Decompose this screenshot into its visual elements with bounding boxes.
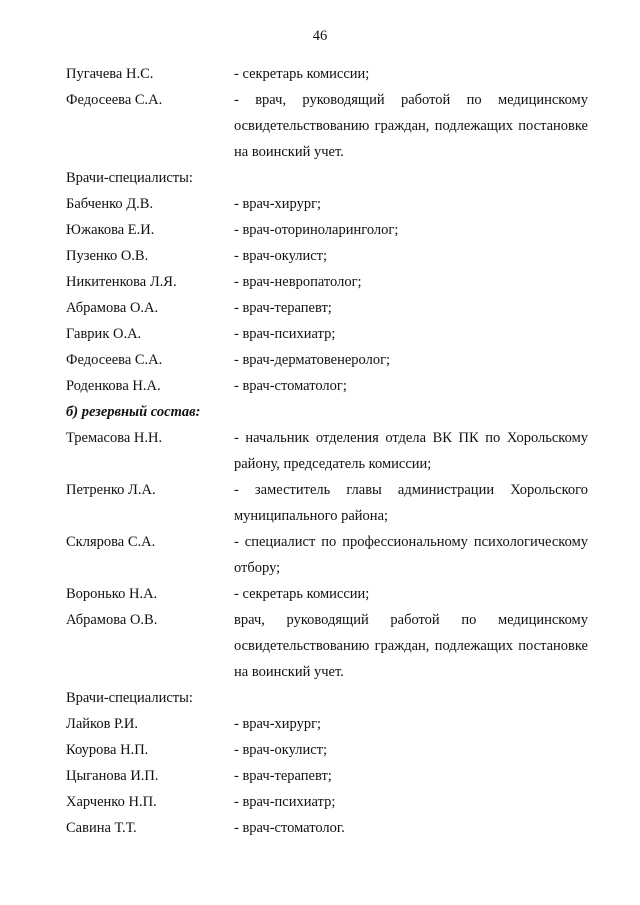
- person-name: Федосеева С.А.: [66, 92, 163, 108]
- person-role: - секретарь комиссии;: [234, 66, 370, 82]
- person-role: врач, руководящий работой по медицинскому освидетельствованию граждан, подлежащих постановке на воинский учет.: [234, 612, 588, 680]
- person-name: Абрамова О.А.: [66, 300, 159, 316]
- person-name: Воронько Н.А.: [66, 586, 158, 602]
- list-item: [66, 711, 588, 737]
- person-name: Петренко Л.А.: [66, 482, 156, 498]
- list-item: [66, 217, 588, 243]
- list-item: [66, 243, 588, 269]
- person-role: - врач-дерматовенеролог;: [234, 352, 391, 368]
- person-name: Южакова Е.И.: [66, 222, 155, 238]
- person-role: - врач-невропатолог;: [234, 274, 362, 290]
- person-name: Коурова Н.П.: [66, 742, 149, 758]
- person-name: Лайков Р.И.: [66, 716, 139, 732]
- list-item: [66, 607, 588, 685]
- section-heading: Врачи-специалисты:: [66, 690, 193, 706]
- person-name: Цыганова И.П.: [66, 768, 159, 784]
- person-role: - врач-хирург;: [234, 716, 322, 732]
- section-heading: Врачи-специалисты:: [66, 170, 193, 186]
- list-item: [66, 529, 588, 581]
- person-name: Роденкова Н.А.: [66, 378, 161, 394]
- list-item: [66, 815, 588, 841]
- commission-list: [66, 61, 588, 841]
- person-role: - врач-стоматолог;: [234, 378, 347, 394]
- person-role: - врач-стоматолог.: [234, 820, 345, 836]
- list-item: [66, 269, 588, 295]
- person-role: - начальник отделения отдела ВК ПК по Хорольскому району, председатель комиссии;: [234, 430, 588, 472]
- person-name: Бабченко Д.В.: [66, 196, 154, 212]
- list-item: [66, 321, 588, 347]
- person-name: Савина Т.Т.: [66, 820, 137, 836]
- person-name: Абрамова О.В.: [66, 612, 158, 628]
- person-name: Никитенкова Л.Я.: [66, 274, 177, 290]
- person-role: - врач-терапевт;: [234, 768, 332, 784]
- person-name: Федосеева С.А.: [66, 352, 163, 368]
- list-item: [66, 581, 588, 607]
- person-name: Пугачева Н.С.: [66, 66, 154, 82]
- page-number: 46: [312, 28, 328, 44]
- person-role: - врач-терапевт;: [234, 300, 332, 316]
- person-role: - заместитель главы администрации Хорольского муниципального района;: [234, 482, 588, 524]
- person-role: - врач-хирург;: [234, 196, 322, 212]
- person-name: Гаврик О.А.: [66, 326, 142, 342]
- person-role: - врач-психиатр;: [234, 794, 336, 810]
- list-item: [66, 477, 588, 529]
- list-item: [66, 295, 588, 321]
- list-item: [66, 763, 588, 789]
- list-item: [66, 425, 588, 477]
- list-item: [66, 87, 588, 165]
- person-role: - врач-оториноларинголог;: [234, 222, 399, 238]
- person-role: - секретарь комиссии;: [234, 586, 370, 602]
- person-role: - врач, руководящий работой по медицинскому освидетельствованию граждан, подлежащих постановке на воинский учет.: [234, 92, 588, 160]
- person-name: Харченко Н.П.: [66, 794, 157, 810]
- list-item: [66, 61, 588, 87]
- list-item: [66, 789, 588, 815]
- list-item: [66, 191, 588, 217]
- person-role: - врач-окулист;: [234, 248, 328, 264]
- person-role: - врач-психиатр;: [234, 326, 336, 342]
- person-name: Склярова С.А.: [66, 534, 156, 550]
- person-role: - врач-окулист;: [234, 742, 328, 758]
- list-item: [66, 347, 588, 373]
- list-item: [66, 373, 588, 399]
- reserve-heading: б) резервный состав:: [66, 404, 201, 420]
- person-name: Пузенко О.В.: [66, 248, 149, 264]
- person-name: Тремасова Н.Н.: [66, 430, 163, 446]
- person-role: - специалист по профессиональному психологическому отбору;: [234, 534, 588, 576]
- list-item: [66, 737, 588, 763]
